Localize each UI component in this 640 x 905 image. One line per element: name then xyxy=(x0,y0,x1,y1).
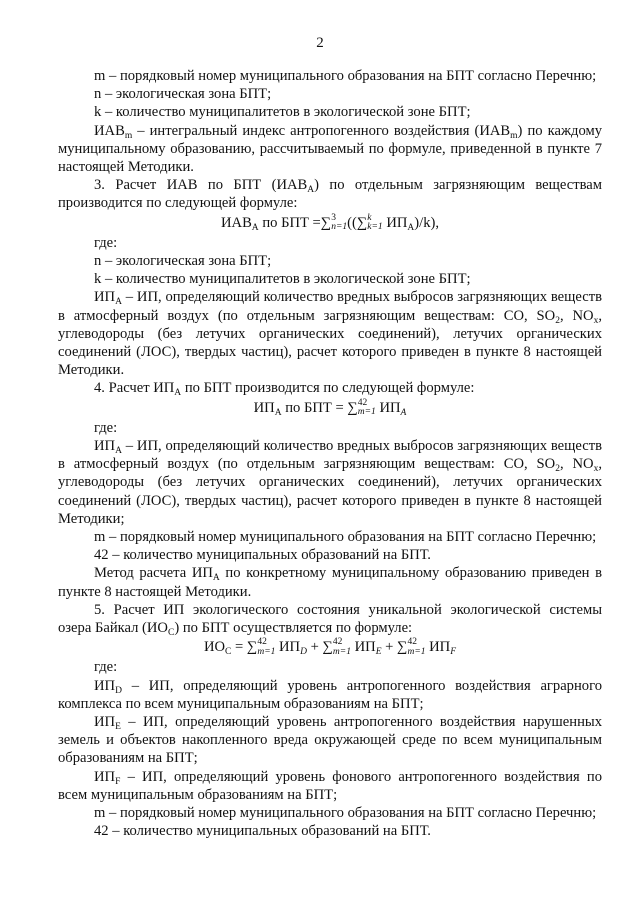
paragraph: Метод расчета $ИП_А$ по конкретному муниципальному образованию приведен в пункте 8 настоящей Методики. xyxy=(58,565,602,600)
paragraph: k – количество муниципалитетов в экологической зоне БПТ; xyxy=(94,104,471,121)
paragraph: $ИП_А$ – ИП, определяющий количество вредных выбросов загрязняющих веществ в атмосферный воздух (по отдельным загрязняющим веществам: CO, $SO_2$, $NO_x$, углеводороды (без летучих органических соединений), летучих органических соединений (ЛОС), твердых частиц), расчет которого приведен в пункте 8 настоящей Методики; xyxy=(58,437,602,527)
paragraph: 42 – количество муниципальных образований на БПТ. xyxy=(94,823,431,840)
paragraph: где: xyxy=(94,419,118,436)
paragraph: 5. Расчет ИП экологического состояния уникальной экологической системы озера Байкал $(ИО_С)$ по БПТ осуществляется по формуле: xyxy=(58,601,602,638)
paragraph: $ИП_E$ – ИП, определяющий уровень антропогенного воздействия нарушенных земель и объектов накопленного вреда окружающей среде по всем муниципальным образованиям на БПТ; xyxy=(58,713,602,767)
paragraph: $ИП_А$ – ИП, определяющий количество вредных выбросов загрязняющих веществ в атмосферный воздух (по отдельным загрязняющим веществам: CO, $SO_2$, $NO_x$, углеводороды (без летучих органических соединений), летучих органических соединений (ЛОС), твердых частиц), расчет которого приведен в пункте 8 настоящей Методики. xyxy=(58,289,602,379)
paragraph: $ИП_D$ – ИП, определяющий уровень антропогенного воздействия аграрного комплекса по всем муниципальным образованиям на БПТ; xyxy=(58,677,602,712)
paragraph: n – экологическая зона БПТ; xyxy=(94,252,272,269)
formula-ios: $ИО_С = \sum 42$ m=1 $ИП_D + \sum 42$ m=1 $ИП_E + \sum 42$ m=1 $ИП_F$ xyxy=(203,637,457,658)
paragraph: где: xyxy=(94,234,118,251)
paragraph: где: xyxy=(94,659,118,676)
paragraph: 42 – количество муниципальных образований на БПТ. xyxy=(94,547,431,564)
paragraph: n – экологическая зона БПТ; xyxy=(94,86,272,103)
paragraph: $ИП_F$ – ИП, определяющий уровень фонового антропогенного воздействия по всем муниципальным образованиям на БПТ; xyxy=(58,768,602,803)
paragraph: m – порядковый номер муниципального образования на БПТ согласно Перечню; xyxy=(94,528,597,545)
paragraph: k – количество муниципалитетов в экологической зоне БПТ; xyxy=(94,271,471,288)
paragraph: 4. Расчет $ИП_А$ по БПТ производится по следующей формуле: xyxy=(94,380,475,399)
document-body xyxy=(58,67,602,840)
formula-iav: $ИАВ_А$ по БПТ =∑3 n=1((∑k k=1 $ИП_А)/k$), xyxy=(220,212,440,233)
page-number: 2 xyxy=(316,35,324,51)
paragraph: 3. Расчет ИАВ по БПТ $(ИАВ_А)$ по отдельным загрязняющим веществам производится по следующей формуле: xyxy=(58,177,602,212)
paragraph: $ИАВ_m$ – интегральный индекс антропогенного воздействия $(ИАВ_m)$ по каждому муниципальному образованию, рассчитываемый по формуле, приведенной в пункте 7 настоящей Методики. xyxy=(58,122,602,176)
formula-ip: $ИП_А$ по БПТ = ∑42 m=1 $ИП_A$ xyxy=(253,397,407,418)
paragraph: m – порядковый номер муниципального образования на БПТ согласно Перечню; xyxy=(94,68,597,84)
paragraph: m – порядковый номер муниципального образования на БПТ согласно Перечню; xyxy=(94,804,597,821)
